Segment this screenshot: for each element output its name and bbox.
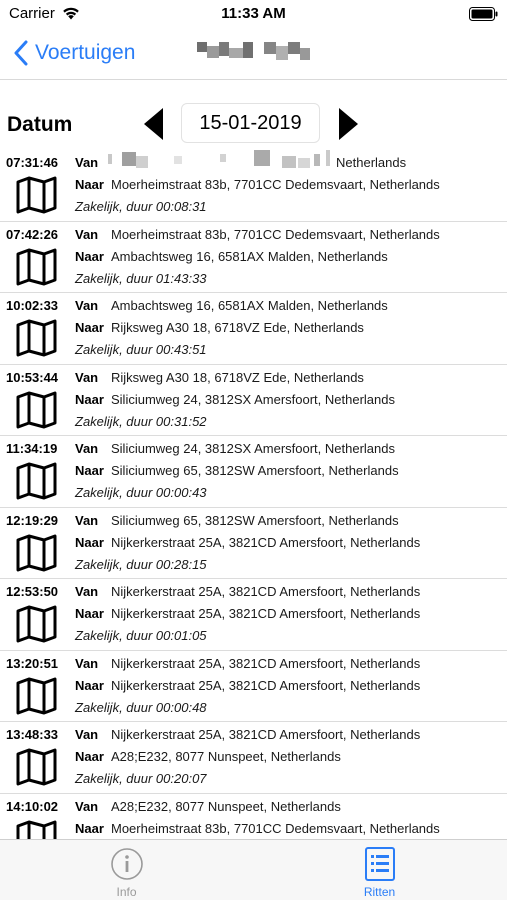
from-address: Nijkerkerstraat 25A, 3821CD Amersfoort, Netherlands bbox=[111, 655, 421, 671]
date-label: Datum bbox=[7, 113, 73, 136]
trip-info: Zakelijk, duur 00:00:48 bbox=[75, 699, 207, 715]
trip-start-time: 07:42:26 bbox=[6, 226, 59, 242]
from-label: Van bbox=[75, 798, 99, 814]
trip-row[interactable] bbox=[0, 722, 507, 794]
trip-start-time: 10:02:33 bbox=[6, 298, 59, 313]
trip-row[interactable] bbox=[0, 508, 507, 580]
from-label: Van bbox=[75, 369, 99, 385]
from-label: Van bbox=[75, 155, 99, 170]
to-address: Nijkerkerstraat 25A, 3821CD Amersfoort, Netherlands bbox=[111, 534, 421, 550]
to-address: Moerheimstraat 83b, 7701CC Dedemsvaart, Netherlands bbox=[111, 177, 440, 192]
tab-bar bbox=[0, 839, 507, 900]
from-address: Moerheimstraat 83b, 7701CC Dedemsvaart, Netherlands bbox=[111, 226, 440, 242]
trip-info: Zakelijk, duur 00:31:52 bbox=[75, 413, 207, 429]
trip-info: Zakelijk, duur 00:20:07 bbox=[75, 771, 207, 786]
trip-row[interactable] bbox=[0, 293, 507, 365]
chevron-left-icon bbox=[13, 40, 29, 66]
redacted-vehicle-title bbox=[197, 38, 313, 66]
trip-info: Zakelijk, duur 00:28:15 bbox=[75, 556, 207, 572]
carrier-label: Carrier bbox=[9, 5, 55, 22]
trip-info: Zakelijk, duur 00:01:05 bbox=[75, 628, 207, 643]
from-label: Van bbox=[75, 655, 99, 671]
to-label: Naar bbox=[75, 749, 104, 764]
to-address: Nijkerkerstraat 25A, 3821CD Amersfoort, Netherlands bbox=[111, 677, 421, 693]
from-address: Rijksweg A30 18, 6718VZ Ede, Netherlands bbox=[111, 369, 364, 385]
map-icon bbox=[16, 820, 57, 840]
trip-info: Zakelijk, duur 01:43:33 bbox=[75, 270, 207, 286]
from-address: Ambachtsweg 16, 6581AX Malden, Netherlands bbox=[111, 298, 388, 313]
trip-info: Zakelijk, duur 00:43:51 bbox=[75, 342, 207, 357]
list-icon bbox=[362, 846, 398, 882]
date-field[interactable]: 15-01-2019 bbox=[181, 103, 320, 143]
back-button[interactable] bbox=[13, 38, 135, 68]
battery-icon bbox=[469, 7, 499, 21]
to-label: Naar bbox=[75, 177, 104, 192]
trip-start-time: 07:31:46 bbox=[6, 155, 59, 170]
from-address: Nijkerkerstraat 25A, 3821CD Amersfoort, Netherlands bbox=[111, 584, 421, 599]
from-label: Van bbox=[75, 441, 99, 456]
map-icon bbox=[16, 605, 57, 643]
status-time: 11:33 AM bbox=[221, 5, 286, 22]
trip-row[interactable] bbox=[0, 365, 507, 437]
map-icon bbox=[16, 391, 57, 429]
from-label: Van bbox=[75, 727, 99, 742]
navigation-bar bbox=[0, 28, 507, 80]
info-circle-icon bbox=[109, 846, 145, 882]
trip-row[interactable] bbox=[0, 222, 507, 294]
map-icon bbox=[16, 319, 57, 357]
trip-info: Zakelijk, duur 00:08:31 bbox=[75, 199, 207, 214]
to-address: Siliciumweg 24, 3812SX Amersfoort, Netherlands bbox=[111, 391, 395, 407]
trip-start-time: 12:19:29 bbox=[6, 512, 59, 528]
trip-start-time: 10:53:44 bbox=[6, 369, 59, 385]
to-label: Naar bbox=[75, 248, 104, 264]
trip-start-time: 12:53:50 bbox=[6, 584, 59, 599]
to-label: Naar bbox=[75, 677, 104, 693]
map-icon bbox=[16, 462, 57, 500]
status-bar bbox=[0, 0, 507, 28]
to-label: Naar bbox=[75, 534, 104, 550]
trip-start-time: 13:48:33 bbox=[6, 727, 59, 742]
trip-start-time: 14:10:02 bbox=[6, 798, 59, 814]
from-address: Siliciumweg 65, 3812SW Amersfoort, Netherlands bbox=[111, 512, 399, 528]
from-address: A28;E232, 8077 Nunspeet, Netherlands bbox=[111, 798, 341, 814]
from-address: Siliciumweg 24, 3812SX Amersfoort, Netherlands bbox=[111, 441, 395, 456]
from-label: Van bbox=[75, 226, 99, 242]
trip-list[interactable] bbox=[0, 150, 507, 839]
trip-row[interactable] bbox=[0, 150, 507, 222]
to-address: Moerheimstraat 83b, 7701CC Dedemsvaart, Netherlands bbox=[111, 820, 440, 836]
tab-info-label: Info bbox=[116, 885, 137, 899]
to-address: Ambachtsweg 16, 6581AX Malden, Netherlands bbox=[111, 248, 388, 264]
from-label: Van bbox=[75, 512, 99, 528]
trip-row[interactable] bbox=[0, 579, 507, 651]
from-label: Van bbox=[75, 298, 99, 313]
trip-info: Zakelijk, duur 00:00:43 bbox=[75, 485, 207, 500]
map-icon bbox=[16, 677, 57, 715]
from-address: Netherlands bbox=[336, 155, 407, 170]
trip-row[interactable] bbox=[0, 651, 507, 723]
trip-row[interactable] bbox=[0, 794, 507, 840]
to-label: Naar bbox=[75, 606, 104, 621]
to-address: Rijksweg A30 18, 6718VZ Ede, Netherlands bbox=[111, 320, 364, 335]
trip-start-time: 11:34:19 bbox=[6, 441, 58, 456]
trip-row[interactable] bbox=[0, 436, 507, 508]
to-address: A28;E232, 8077 Nunspeet, Netherlands bbox=[111, 749, 341, 764]
from-address: Nijkerkerstraat 25A, 3821CD Amersfoort, Netherlands bbox=[111, 727, 421, 742]
tab-info[interactable] bbox=[0, 840, 253, 900]
to-address: Nijkerkerstraat 25A, 3821CD Amersfoort, Netherlands bbox=[111, 606, 421, 621]
to-label: Naar bbox=[75, 391, 104, 407]
next-day-arrow-icon[interactable] bbox=[338, 108, 358, 140]
to-address: Siliciumweg 65, 3812SW Amersfoort, Netherlands bbox=[111, 463, 399, 478]
map-icon bbox=[16, 748, 57, 786]
to-label: Naar bbox=[75, 320, 104, 335]
map-icon bbox=[16, 248, 57, 286]
map-icon bbox=[16, 176, 57, 214]
trip-start-time: 13:20:51 bbox=[6, 655, 59, 671]
to-label: Naar bbox=[75, 820, 104, 836]
tab-ritten[interactable] bbox=[253, 840, 506, 900]
redacted-address bbox=[108, 150, 334, 170]
back-label: Voertuigen bbox=[35, 41, 136, 64]
from-label: Van bbox=[75, 584, 99, 599]
map-icon bbox=[16, 534, 57, 572]
to-label: Naar bbox=[75, 463, 104, 478]
previous-day-arrow-icon[interactable] bbox=[144, 108, 164, 140]
tab-ritten-label: Ritten bbox=[363, 885, 396, 899]
date-selector bbox=[0, 100, 507, 148]
